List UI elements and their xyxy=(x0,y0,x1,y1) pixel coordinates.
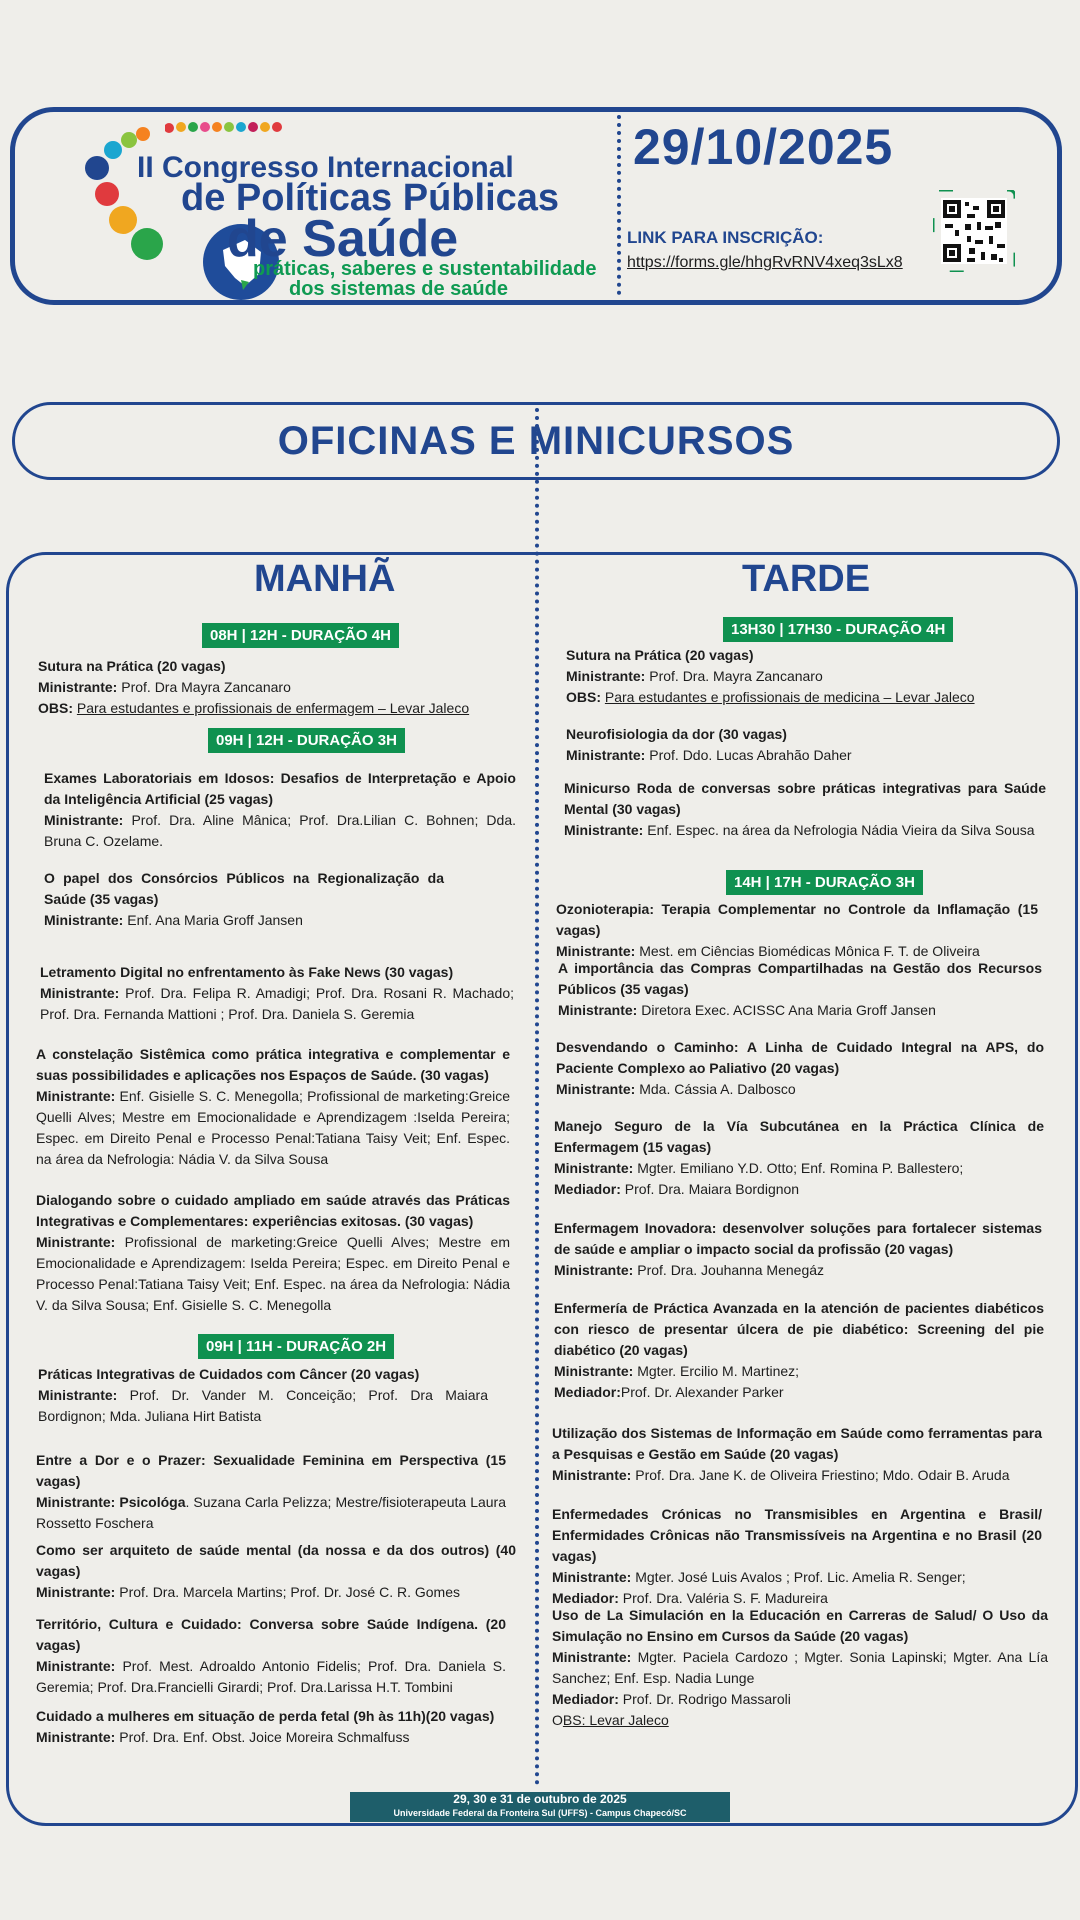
afternoon-heading: TARDE xyxy=(742,558,871,600)
afternoon-item-5: A importância das Compras Compartilhadas na Gestão dos Recursos Públicos (35 vagas) Ministrante: Diretora Exec. ACISSC Ana Maria Groff Jansen xyxy=(558,960,1042,1018)
item-instructor: Prof. Mest. Adroaldo Antonio Fidelis; Prof. Dra. Daniela S. Geremia; Prof. Dra.Francielli Girardi; Prof. Dra.Larissa H.T. Tombini xyxy=(36,1658,506,1695)
header-divider xyxy=(617,115,621,295)
morning-item-10: Território, Cultura e Cuidado: Conversa sobre Saúde Indígena. (20 vagas) Ministrante: Prof. Mest. Adroaldo Antonio Fidelis; Prof. Dra. Daniela S. Geremia; Prof. Dra.Francielli Girardi; Prof. Dra.Larissa H.T. Tombini xyxy=(36,1616,506,1695)
logo-line-5: dos sistemas de saúde xyxy=(289,278,508,300)
afternoon-item-3: Minicurso Roda de conversas sobre práticas integrativas para Saúde Mental (30 vagas) Ministrante: Enf. Espec. na área da Nefrologia Nádia Vieira da Silva Sousa xyxy=(564,780,1046,838)
morning-item-11: Cuidado a mulheres em situação de perda fetal (9h às 11h)(20 vagas) Ministrante: Prof. Dra. Enf. Obst. Joice Moreira Schmalfuss xyxy=(36,1706,506,1748)
item-instructor: Mgter. Paciela Cardozo ; Mgter. Sonia Lapinski; Mgter. Ana Lía Sanchez; Enf. Esp. Nadia Lunge xyxy=(552,1649,1049,1686)
item-title: Práticas Integrativas de Cuidados com Câncer (20 vagas) xyxy=(38,1366,420,1382)
item-title: Uso de La Simulación en la Educación en Carreras de Salud/ O Uso da Simulação no Ensino em Cursos da Saúde (20 vagas) xyxy=(552,1607,1048,1644)
item-mediator: Prof. Dra. Maiara Bordignon xyxy=(624,1181,800,1197)
logo-line-4: práticas, saberes e sustentabilidade xyxy=(253,258,597,280)
logo-line-3: de Saúde xyxy=(227,210,459,268)
item-instructor: Enf. Espec. na área da Nefrologia Nádia Vieira da Silva Sousa xyxy=(647,822,1035,838)
footer-banner xyxy=(350,1792,730,1822)
item-instructor: Enf. Gisielle S. C. Menegolla; Profissional de marketing:Greice Quelli Alves; Mestre em Emocionalidade e Aprendizagem :Iselda Pereira; Espec. em Direito Penal e Processo Penal:Tatiana Taisy Veit; Enf. Espec. na área da Nefrologia: Nádia V. da Silva Sousa xyxy=(36,1088,511,1167)
morning-badge-2: 09H | 12H - DURAÇÃO 3H xyxy=(208,728,405,753)
item-instructor: Prof. Dra. Marcela Martins; Prof. Dr. José C. R. Gomes xyxy=(119,1584,460,1600)
qr-code-icon[interactable] xyxy=(933,190,1015,272)
morning-badge-3: 09H | 11H - DURAÇÃO 2H xyxy=(198,1334,394,1359)
item-title: Sutura na Prática (20 vagas) xyxy=(38,658,226,674)
item-note: Para estudantes e profissionais de enfermagem – Levar Jaleco xyxy=(76,700,470,716)
congress-logo xyxy=(83,120,603,300)
afternoon-badge-1: 13H30 | 17H30 - DURAÇÃO 4H xyxy=(723,617,953,642)
item-instructor: Mda. Cássia A. Dalbosco xyxy=(639,1081,796,1097)
morning-item-8: Entre a Dor e o Prazer: Sexualidade Feminina em Perspectiva (15 vagas) Ministrante: Psicológa. Suzana Carla Pelizza; Mestre/fisioterapeuta Laura Rossetto Foschera xyxy=(36,1452,506,1531)
afternoon-item-1: Sutura na Prática (20 vagas) Ministrante: Prof. Dra. Mayra Zancanaro OBS: Para estudantes e profissionais de medicina – Levar Jaleco xyxy=(566,645,1036,708)
afternoon-item-9: Enfermería de Práctica Avanzada en la atención de pacientes diabéticos con riesco de presentar úlcera de pie diabético: Screening del pie diabético (20 vagas) Ministrante: Mgter. Ercilio M. Martinez; Mediador:Prof. Dr. Alexander Parker xyxy=(554,1300,1044,1400)
morning-heading: MANHÃ xyxy=(254,558,396,600)
item-mediator: Prof. Dra. Valéria S. F. Madureira xyxy=(622,1590,828,1606)
item-instructor: Prof. Dra. Aline Mânica; Prof. Dra.Lilian C. Bohnen; Dda. Bruna C. Ozelame. xyxy=(44,812,516,849)
registration-link[interactable]: https://forms.gle/hhgRvRNV4xeq3sLx8 xyxy=(627,254,903,271)
item-title: Enfermería de Práctica Avanzada en la atención de pacientes diabéticos con riesco de presentar úlcera de pie diabético: Screening del pie diabético (20 vagas) xyxy=(554,1300,1044,1358)
morning-item-6: Dialogando sobre o cuidado ampliado em saúde através das Práticas Integrativas e Complementares: experiências exitosas. (30 vagas) Ministrante: Profissional de marketing:Greice Quelli Alves; Mestre em Emocionalidade e Aprendizagem: Iselda Pereira; Espec. em Direito Penal e Processo Penal:Tatiana Taisy Veit; Enf. Espec. na área da Nefrologia: Nádia V. da Silva Sousa; Enf. Gisielle S. C. Menegolla xyxy=(36,1192,510,1313)
morning-item-9: Como ser arquiteto de saúde mental (da nossa e da dos outros) (40 vagas) Ministrante: Prof. Dra. Marcela Martins; Prof. Dr. José C. R. Gomes xyxy=(36,1542,516,1600)
item-instructor: . Suzana Carla Pelizza; Mestre/fisioterapeuta Laura Rossetto Foschera xyxy=(36,1494,506,1531)
afternoon-item-11: Enfermedades Crónicas no Transmisibles en Argentina e Brasil/ Enfermidades Crônicas não Transmissíveis na Argentina e no Brasil (20 vagas) Ministrante: Mgter. José Luis Avalos ; Prof. Lic. Amelia R. Senger; Mediador: Prof. Dra. Valéria S. F. Madureira xyxy=(552,1506,1042,1606)
item-note: BS: Levar Jaleco xyxy=(562,1712,669,1728)
item-instructor: Mgter. José Luis Avalos ; Prof. Lic. Amelia R. Senger; xyxy=(635,1569,966,1585)
morning-item-1: Sutura na Prática (20 vagas) Ministrante: Prof. Dra Mayra Zancanaro OBS: Para estudantes e profissionais de enfermagem – Levar Jaleco xyxy=(38,656,508,719)
item-title: Letramento Digital no enfrentamento às Fake News (30 vagas) xyxy=(40,964,454,980)
item-title: Desvendando o Caminho: A Linha de Cuidado Integral na APS, do Paciente Complexo ao Paliativo (20 vagas) xyxy=(556,1039,1044,1076)
item-instructor: Prof. Dra. Mayra Zancanaro xyxy=(649,668,823,684)
afternoon-item-6: Desvendando o Caminho: A Linha de Cuidado Integral na APS, do Paciente Complexo ao Paliativo (20 vagas) Ministrante: Mda. Cássia A. Dalbosco xyxy=(556,1039,1044,1097)
item-instructor: Mgter. Emiliano Y.D. Otto; Enf. Romina P. Ballestero; xyxy=(637,1160,964,1176)
item-instructor: Prof. Dra Mayra Zancanaro xyxy=(121,679,291,695)
morning-item-2: Exames Laboratoriais em Idosos: Desafios de Interpretação e Apoio da Inteligência Artificial (25 vagas) Ministrante: Prof. Dra. Aline Mânica; Prof. Dra.Lilian C. Bohnen; Dda. Bruna C. Ozelame. xyxy=(44,770,516,849)
item-title: Como ser arquiteto de saúde mental (da nossa e da dos outros) (40 vagas) xyxy=(36,1542,516,1579)
afternoon-item-10: Utilização dos Sistemas de Informação em Saúde como ferramentas para a Pesquisas e Gestão em Saúde (20 vagas) Ministrante: Prof. Dra. Jane K. de Oliveira Friestino; Mdo. Odair B. Aruda xyxy=(552,1425,1042,1483)
item-note: Para estudantes e profissionais de medicina – Levar Jaleco xyxy=(604,689,975,705)
item-title: Dialogando sobre o cuidado ampliado em saúde através das Práticas Integrativas e Complementares: experiências exitosas. (30 vagas) xyxy=(36,1192,510,1229)
item-title: A importância das Compras Compartilhadas na Gestão dos Recursos Públicos (35 vagas) xyxy=(558,960,1042,997)
item-title: Sutura na Prática (20 vagas) xyxy=(566,647,754,663)
item-instructor: Prof. Ddo. Lucas Abrahão Daher xyxy=(649,747,852,763)
morning-item-5: A constelação Sistêmica como prática integrativa e complementar e suas possibilidades e aplicações nos Espaços de Saúde. (30 vagas) Ministrante: Enf. Gisielle S. C. Menegolla; Profissional de marketing:Greice Quelli Alves; Mestre em Emocionalidade e Aprendizagem :Iselda Pereira; Espec. em Direito Penal e Processo Penal:Tatiana Taisy Veit; Enf. Espec. na área da Nefrologia: Nádia V. da Silva Sousa xyxy=(36,1046,511,1167)
item-title: Manejo Seguro de la Vía Subcutánea en la Práctica Clínica de Enfermagem (15 vagas) xyxy=(554,1118,1044,1155)
item-title: Enfermagem Inovadora: desenvolver soluções para fortalecer sistemas de saúde e ampliar o impacto social da profissão (20 vagas) xyxy=(554,1220,1042,1257)
morning-item-4: Letramento Digital no enfrentamento às Fake News (30 vagas) Ministrante: Prof. Dra. Felipa R. Amadigi; Prof. Dra. Rosani R. Machado; Prof. Dra. Fernanda Mattioni ; Prof. Dra. Daniela S. Geremia xyxy=(40,964,514,1022)
column-divider xyxy=(535,408,539,1786)
registration-link-label: LINK PARA INSCRIÇÃO: xyxy=(627,228,824,247)
section-title: OFICINAS E MINICURSOS xyxy=(277,418,795,463)
afternoon-item-4: Ozonioterapia: Terapia Complementar no Controle da Inflamação (15 vagas) Ministrante: Mest. em Ciências Biomédicas Mônica F. T. de Oliveira xyxy=(556,901,1038,959)
morning-item-7: Práticas Integrativas de Cuidados com Câncer (20 vagas) Ministrante: Prof. Dr. Vander M. Conceição; Prof. Dra Maiara Bordignon; Mda. Juliana Hirt Batista xyxy=(38,1366,488,1424)
item-title: Ozonioterapia: Terapia Complementar no Controle da Inflamação (15 vagas) xyxy=(556,901,1038,938)
item-instructor: Profissional de marketing:Greice Quelli Alves; Mestre em Emocionalidade e Aprendizagem: Iselda Pereira; Espec. em Direito Penal e Processo Penal:Tatiana Taisy Veit; Enf. Espec. na área da Nefrologia: Nádia V. da Silva Sousa; Enf. Gisielle S. C. Menegolla xyxy=(36,1234,510,1313)
footer-dates: 29, 30 e 31 de outubro de 2025 xyxy=(453,1792,627,1806)
item-mediator: Prof. Dr. Rodrigo Massaroli xyxy=(622,1691,791,1707)
afternoon-item-2: Neurofisiologia da dor (30 vagas) Ministrante: Prof. Ddo. Lucas Abrahão Daher xyxy=(566,724,1036,766)
item-title: Enfermedades Crónicas no Transmisibles en Argentina e Brasil/ Enfermidades Crônicas não Transmissíveis na Argentina e no Brasil (20 vagas) xyxy=(552,1506,1042,1564)
afternoon-item-8: Enfermagem Inovadora: desenvolver soluções para fortalecer sistemas de saúde e ampliar o impacto social da profissão (20 vagas) Ministrante: Prof. Dra. Jouhanna Menegáz xyxy=(554,1220,1042,1278)
item-title: O papel dos Consórcios Públicos na Regionalização da Saúde (35 vagas) xyxy=(44,870,444,907)
afternoon-item-7: Manejo Seguro de la Vía Subcutánea en la Práctica Clínica de Enfermagem (15 vagas) Ministrante: Mgter. Emiliano Y.D. Otto; Enf. Romina P. Ballestero; Mediador: Prof. Dra. Maiara Bordignon xyxy=(554,1118,1044,1197)
item-instructor: Prof. Dra. Jouhanna Menegáz xyxy=(637,1262,825,1278)
logo-line-1: II Congresso Internacional xyxy=(137,151,514,184)
item-title: Minicurso Roda de conversas sobre práticas integrativas para Saúde Mental (30 vagas) xyxy=(564,780,1046,817)
item-title: A constelação Sistêmica como prática integrativa e complementar e suas possibilidades e aplicações nos Espaços de Saúde. (30 vagas) xyxy=(36,1046,510,1083)
item-title: Exames Laboratoriais em Idosos: Desafios de Interpretação e Apoio da Inteligência Artificial (25 vagas) xyxy=(44,770,516,807)
logo-circles-icon xyxy=(83,120,163,300)
item-title: Neurofisiologia da dor (30 vagas) xyxy=(566,726,787,742)
item-instructor: Prof. Dra. Jane K. de Oliveira Friestino; Mdo. Odair B. Aruda xyxy=(635,1467,1010,1483)
item-title: Entre a Dor e o Prazer: Sexualidade Feminina em Perspectiva (15 vagas) xyxy=(36,1452,506,1489)
item-instructor: Prof. Dr. Vander M. Conceição; Prof. Dra Maiara Bordignon; Mda. Juliana Hirt Batista xyxy=(38,1387,488,1424)
item-title: Utilização dos Sistemas de Informação em Saúde como ferramentas para a Pesquisas e Gestão em Saúde (20 vagas) xyxy=(552,1425,1042,1462)
item-instructor: Prof. Dra. Felipa R. Amadigi; Prof. Dra. Rosani R. Machado; Prof. Dra. Fernanda Mattioni ; Prof. Dra. Daniela S. Geremia xyxy=(40,985,514,1022)
item-title: Território, Cultura e Cuidado: Conversa sobre Saúde Indígena. (20 vagas) xyxy=(36,1616,506,1653)
afternoon-badge-2: 14H | 17H - DURAÇÃO 3H xyxy=(726,870,923,895)
item-instructor: Mgter. Ercilio M. Martinez; xyxy=(637,1363,800,1379)
logo-line-2: de Políticas Públicas xyxy=(181,177,560,219)
item-instructor: Enf. Ana Maria Groff Jansen xyxy=(127,912,303,928)
afternoon-item-12: Uso de La Simulación en la Educación en Carreras de Salud/ O Uso da Simulação no Ensino em Cursos da Saúde (20 vagas) Ministrante: Mgter. Paciela Cardozo ; Mgter. Sonia Lapinski; Mgter. Ana Lía Sanchez; Enf. Esp. Nadia Lunge Mediador: Prof. Dr. Rodrigo Massaroli OBS: Levar Jaleco xyxy=(552,1607,1049,1728)
footer-venue: Universidade Federal da Fronteira Sul (UFFS) - Campus Chapecó/SC xyxy=(393,1808,687,1818)
item-instructor: Prof. Dra. Enf. Obst. Joice Moreira Schmalfuss xyxy=(119,1729,410,1745)
item-title: Cuidado a mulheres em situação de perda fetal (9h às 11h)(20 vagas) xyxy=(36,1708,495,1724)
morning-item-3: O papel dos Consórcios Públicos na Regionalização da Saúde (35 vagas) Ministrante: Enf. Ana Maria Groff Jansen xyxy=(44,870,444,928)
item-mediator: Prof. Dr. Alexander Parker xyxy=(620,1384,784,1400)
item-instructor: Mest. em Ciências Biomédicas Mônica F. T. de Oliveira xyxy=(639,943,980,959)
event-date: 29/10/2025 xyxy=(633,119,894,175)
header-card xyxy=(10,107,1062,305)
item-instructor: Diretora Exec. ACISSC Ana Maria Groff Jansen xyxy=(641,1002,936,1018)
morning-badge-1: 08H | 12H - DURAÇÃO 4H xyxy=(202,623,399,648)
